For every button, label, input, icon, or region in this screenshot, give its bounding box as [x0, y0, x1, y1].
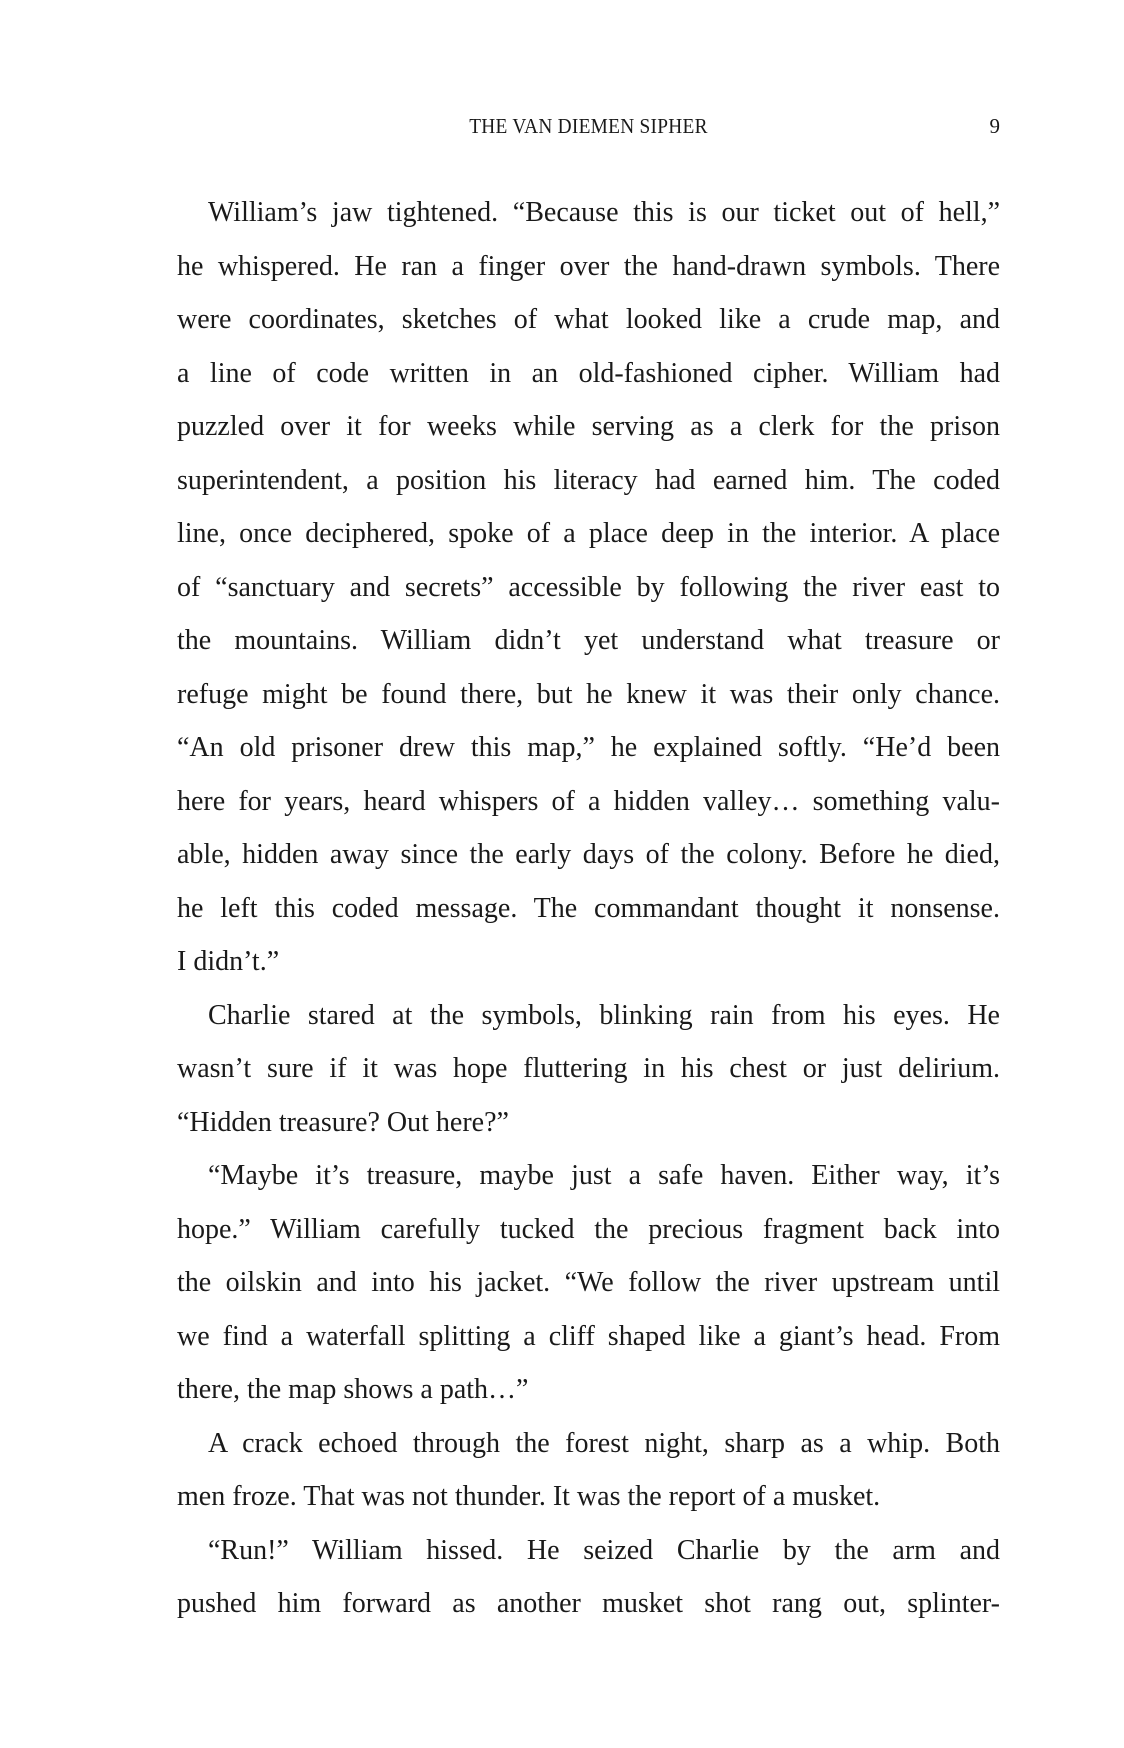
running-title: THE VAN DIEMEN SIPHER [469, 114, 708, 138]
text-line: a line of code written in an old-fashioned cipher. William had [177, 357, 1000, 389]
text-line: here for years, heard whispers of a hidden valley… something valu- [177, 785, 1000, 817]
running-header [177, 110, 1000, 144]
text-line: were coordinates, sketches of what looked like a crude map, and [177, 304, 1000, 335]
text-line: men froze. That was not thunder. It was the report of a musket. [177, 1481, 881, 1512]
text-line: wasn’t sure if it was hope fluttering in his chest or just delirium. [177, 1053, 1000, 1084]
text-line: he whispered. He ran a finger over the hand-drawn symbols. There [177, 250, 1000, 282]
text-line: of “sanctuary and secrets” accessible by following the river east to [177, 571, 1000, 603]
text-line: superintendent, a position his literacy had earned him. The coded [177, 464, 1000, 496]
text-line: “Hidden treasure? Out here?” [177, 1106, 509, 1138]
text-line: refuge might be found there, but he knew it was their only chance. [177, 678, 1000, 710]
text-line: pushed him forward as another musket shot rang out, splinter- [177, 1588, 1000, 1619]
text-line: I didn’t.” [177, 946, 280, 977]
text-line: puzzled over it for weeks while serving as a clerk for the prison [177, 411, 1000, 442]
text-line: A crack echoed through the forest night, sharp as a whip. Both [208, 1427, 1000, 1459]
text-line: hope.” William carefully tucked the precious fragment back into [177, 1213, 1000, 1245]
page-number: 9 [989, 114, 1000, 138]
text-line: line, once deciphered, spoke of a place deep in the interior. A place [177, 518, 1000, 549]
text-line: the mountains. William didn’t yet understand what treasure or [177, 625, 1000, 656]
text-line: there, the map shows a path…” [177, 1374, 529, 1405]
text-line: Charlie stared at the symbols, blinking rain from his eyes. He [208, 999, 1000, 1031]
text-line: “An old prisoner drew this map,” he explained softly. “He’d been [177, 732, 1000, 763]
text-line: able, hidden away since the early days of the colony. Before he died, [177, 839, 1000, 870]
text-line: William’s jaw tightened. “Because this is our ticket out of hell,” [208, 197, 1000, 228]
body-text [177, 186, 1000, 1631]
text-line: he left this coded message. The commandant thought it nonsense. [177, 892, 1000, 924]
text-line: “Run!” William hissed. He seized Charlie by the arm and [208, 1534, 1000, 1566]
text-line: “Maybe it’s treasure, maybe just a safe haven. Either way, it’s [208, 1160, 1000, 1191]
text-line: the oilskin and into his jacket. “We follow the river upstream until [177, 1267, 1000, 1298]
text-line: we find a waterfall splitting a cliff shaped like a giant’s head. From [177, 1320, 1000, 1352]
